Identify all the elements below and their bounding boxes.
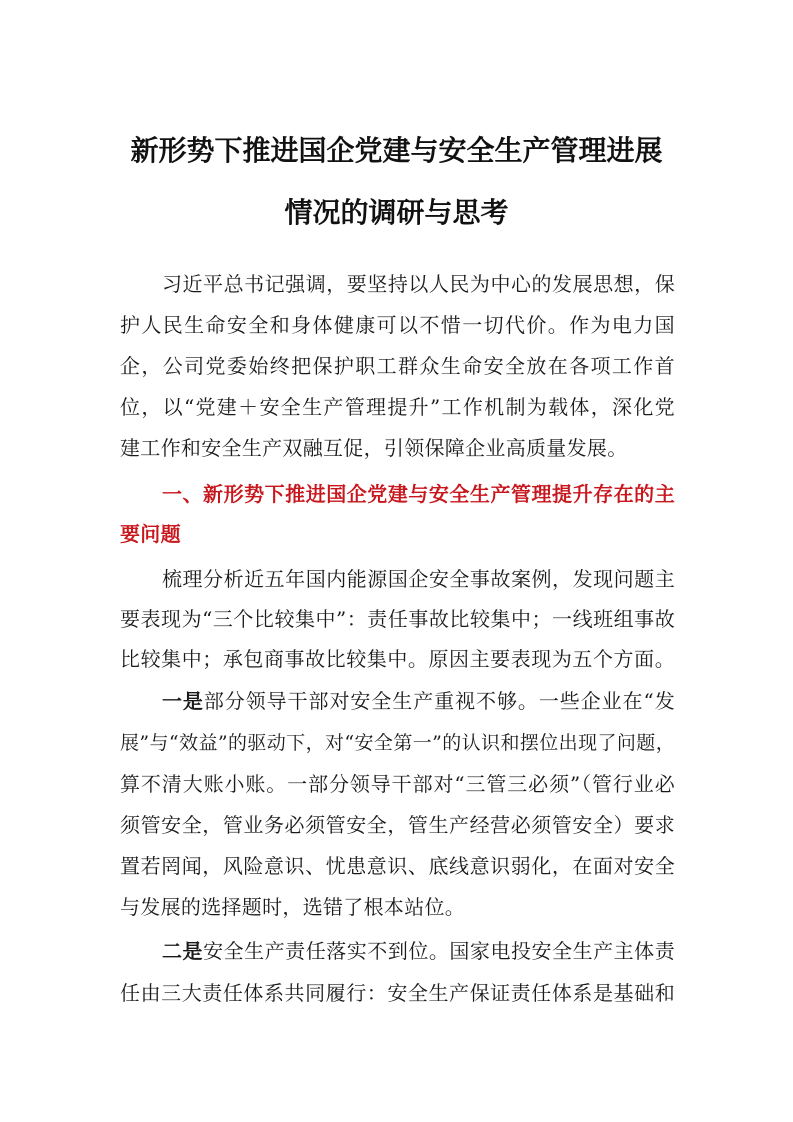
paragraph-line: 展”与“效益”的驱动下，对“安全第一”的认识和摆位出现了问题， — [120, 732, 675, 754]
intro-line: 习近平总书记强调，要坚持以人民为中心的发展思想，保 — [162, 272, 675, 296]
intro-line: 建工作和安全生产双融互促，引领保障企业高质量发展。 — [120, 436, 628, 460]
point-one-text: 部分领导干部对安全生产重视不够。一些企业在“发 — [203, 689, 675, 713]
intro-line: 企，公司党委始终把保护职工群众生命安全放在各项工作首 — [120, 354, 675, 378]
paragraph-line: 任由三大责任体系共同履行：安全生产保证责任体系是基础和 — [120, 981, 675, 1005]
document-title-line-1: 新形势下推进国企党建与安全生产管理进展 — [130, 134, 663, 167]
paragraph-line: 算不清大账小账。一部分领导干部对“三管三必须”（管行业必 — [120, 772, 675, 796]
point-one-first-line — [162, 688, 675, 714]
paragraph-line: 置若罔闻，风险意识、忧患意识、底线意识弱化，在面对安全 — [120, 854, 675, 878]
point-one-lead: 一是 — [162, 689, 204, 713]
intro-line: 护人民生命安全和身体健康可以不惜一切代价。作为电力国 — [120, 313, 675, 337]
point-two-lead: 二是 — [162, 939, 204, 963]
paragraph-line: 须管安全，管业务必须管安全，管生产经营必须管安全）要求 — [120, 813, 675, 837]
section-heading-line-2: 要问题 — [120, 522, 181, 546]
paragraph-line: 比较集中；承包商事故比较集中。原因主要表现为五个方面。 — [120, 647, 675, 671]
point-two-first-line — [162, 938, 675, 964]
paragraph-line: 梳理分析近五年国内能源国企安全事故案例，发现问题主 — [162, 567, 675, 591]
document-title-line-2: 情况的调研与思考 — [284, 196, 509, 229]
paragraph-line: 要表现为“三个比较集中”：责任事故比较集中；一线班组事故 — [120, 607, 675, 631]
point-two-text: 安全生产责任落实不到位。国家电投安全生产主体责 — [203, 939, 675, 963]
section-heading-line-1: 一、新形势下推进国企党建与安全生产管理提升存在的主 — [162, 482, 675, 506]
paragraph-line: 与发展的选择题时，选错了根本站位。 — [120, 895, 466, 919]
intro-line: 位，以“党建＋安全生产管理提升”工作机制为载体，深化党 — [120, 395, 675, 419]
